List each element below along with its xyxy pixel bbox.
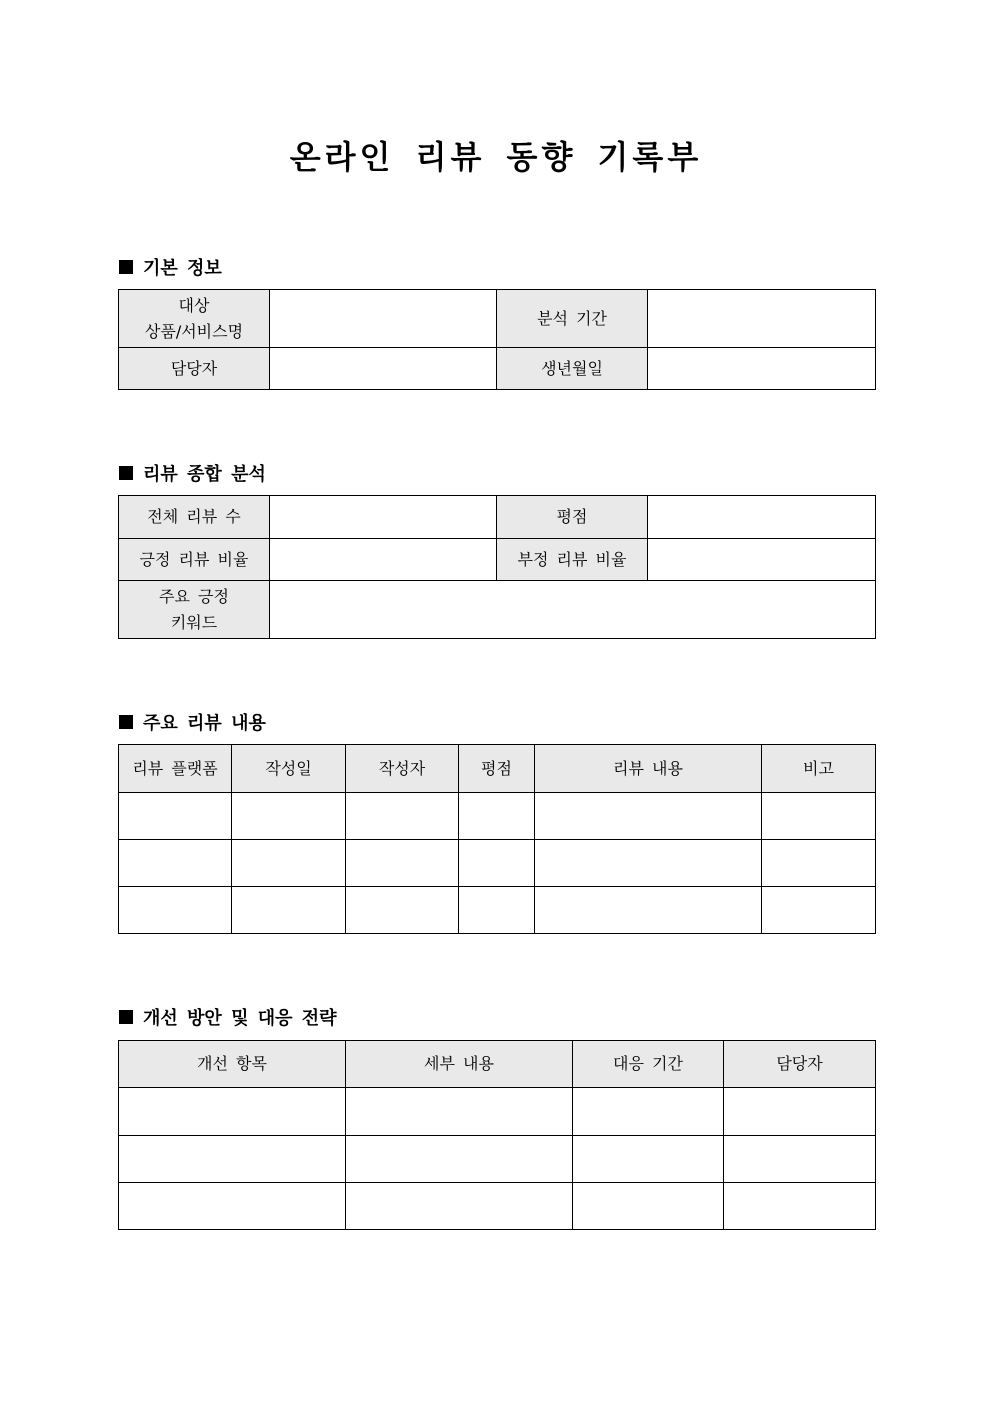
table-cell[interactable] [119, 793, 232, 840]
section-improvements-heading [119, 1004, 337, 1030]
table-cell[interactable] [346, 840, 459, 887]
manager-label: 담당자 [119, 348, 270, 390]
column-header: 리뷰 플랫폼 [119, 745, 232, 793]
table-cell[interactable] [119, 1136, 346, 1183]
table-cell[interactable] [232, 887, 346, 934]
table-cell[interactable] [535, 887, 762, 934]
section-title: 주요 리뷰 내용 [143, 713, 266, 734]
major-reviews-table [118, 744, 876, 934]
rating-label: 평점 [497, 496, 648, 539]
section-title: 기본 정보 [143, 258, 222, 279]
square-bullet-icon [119, 715, 133, 729]
table-cell[interactable] [573, 1088, 724, 1136]
table-cell[interactable] [459, 840, 535, 887]
table-cell[interactable] [232, 793, 346, 840]
section-title: 리뷰 종합 분석 [143, 464, 266, 485]
birth-value-cell[interactable] [648, 348, 876, 390]
keywords-cell[interactable] [270, 581, 876, 639]
birth-label: 생년월일 [497, 348, 648, 390]
table-cell[interactable] [346, 793, 459, 840]
table-cell[interactable] [232, 840, 346, 887]
section-review-summary-heading [119, 460, 266, 486]
basic-info-table [118, 289, 876, 390]
table-cell[interactable] [573, 1183, 724, 1230]
section-major-reviews-heading [119, 709, 266, 735]
table-cell[interactable] [724, 1136, 876, 1183]
target-label: 대상 상품/서비스명 [119, 290, 270, 348]
table-row [119, 887, 876, 934]
manager-value-cell[interactable] [270, 348, 497, 390]
column-header: 작성자 [346, 745, 459, 793]
column-header: 작성일 [232, 745, 346, 793]
table-row [119, 1136, 876, 1183]
table-cell[interactable] [346, 1088, 573, 1136]
positive-ratio-cell[interactable] [270, 539, 497, 581]
column-header: 세부 내용 [346, 1041, 573, 1088]
square-bullet-icon [119, 466, 133, 480]
table-cell[interactable] [724, 1183, 876, 1230]
column-header: 개선 항목 [119, 1041, 346, 1088]
table-cell[interactable] [724, 1088, 876, 1136]
period-label: 분석 기간 [497, 290, 648, 348]
table-cell[interactable] [573, 1136, 724, 1183]
section-basic-info-heading [119, 254, 222, 280]
table-row [119, 840, 876, 887]
table-cell[interactable] [346, 1136, 573, 1183]
target-value-cell[interactable] [270, 290, 497, 348]
table-cell[interactable] [459, 887, 535, 934]
improvements-table [118, 1040, 876, 1230]
review-summary-table [118, 495, 876, 639]
column-header: 리뷰 내용 [535, 745, 762, 793]
column-header: 담당자 [724, 1041, 876, 1088]
positive-ratio-label: 긍정 리뷰 비율 [119, 539, 270, 581]
square-bullet-icon [119, 260, 133, 274]
keywords-label: 주요 긍정 키워드 [119, 581, 270, 639]
table-row [119, 793, 876, 840]
negative-ratio-cell[interactable] [648, 539, 876, 581]
column-header: 평점 [459, 745, 535, 793]
table-cell[interactable] [535, 840, 762, 887]
table-cell[interactable] [119, 887, 232, 934]
section-title: 개선 방안 및 대응 전략 [143, 1008, 337, 1029]
column-header: 비고 [762, 745, 876, 793]
table-cell[interactable] [119, 1088, 346, 1136]
negative-ratio-label: 부정 리뷰 비율 [497, 539, 648, 581]
table-cell[interactable] [459, 793, 535, 840]
table-cell[interactable] [535, 793, 762, 840]
period-value-cell[interactable] [648, 290, 876, 348]
table-cell[interactable] [119, 840, 232, 887]
table-cell[interactable] [762, 887, 876, 934]
table-row [119, 1088, 876, 1136]
page-title: 온라인 리뷰 동향 기록부 [289, 138, 703, 176]
table-cell[interactable] [762, 840, 876, 887]
table-row [119, 1183, 876, 1230]
total-reviews-label: 전체 리뷰 수 [119, 496, 270, 539]
table-cell[interactable] [762, 793, 876, 840]
square-bullet-icon [119, 1010, 133, 1024]
table-cell[interactable] [119, 1183, 346, 1230]
rating-cell[interactable] [648, 496, 876, 539]
column-header: 대응 기간 [573, 1041, 724, 1088]
table-cell[interactable] [346, 887, 459, 934]
table-cell[interactable] [346, 1183, 573, 1230]
total-reviews-cell[interactable] [270, 496, 497, 539]
